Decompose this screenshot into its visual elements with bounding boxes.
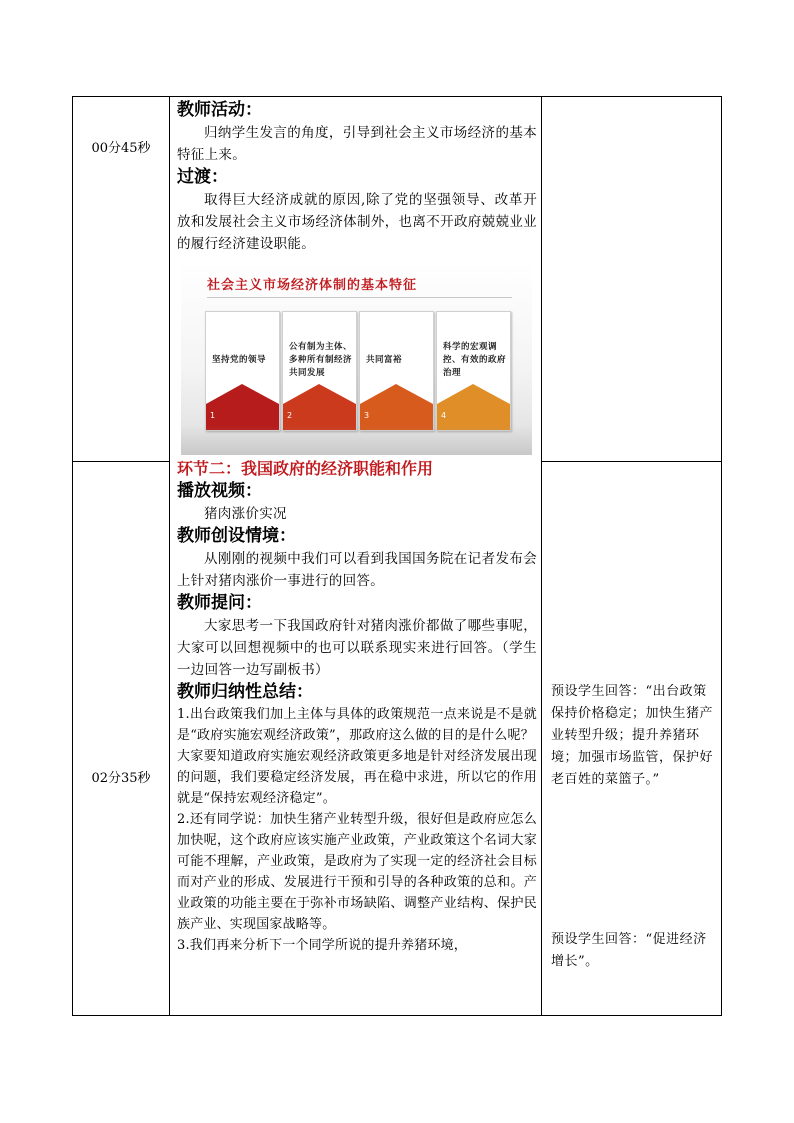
expected-answer-2: 预设学生回答：“促进经济增长”。 bbox=[551, 932, 707, 969]
summary-point-2: 2.还有同学说：加快生猪产业转型升级，很好但是政府应怎么加快呢，这个政府应该实施产业政策，产业政策这个名词大家可能不理解，产业政策，是政府为了实现一定的经济社会目标而对产业的形成、发展进行干预和引导的各种政策的总和。产业政策的功能主要在于弥补市场缺陷、调整产业结构、保护民族产业、实现国家战略等。 bbox=[177, 812, 537, 932]
card-banner-shape bbox=[360, 384, 433, 430]
figure-background-mountains bbox=[181, 425, 532, 455]
teacher-activity-heading: 教师活动： bbox=[177, 100, 262, 120]
feature-card-text: 坚持党的领导 bbox=[212, 354, 267, 365]
feature-card-text: 共同富裕 bbox=[366, 354, 403, 365]
feature-card-text: 公有制为主体、多种所有制经济共同发展 bbox=[289, 341, 353, 378]
row-divider-notes bbox=[541, 461, 721, 462]
video-text: 猪肉涨价实况 bbox=[204, 506, 287, 522]
feature-card-3 bbox=[359, 311, 434, 431]
feature-card-number: 4 bbox=[441, 411, 447, 420]
feature-card-4 bbox=[436, 311, 511, 431]
summary-point-1-detail: 大家要知道政府实施宏观经济政策更多地是针对经济发展出现的问题，我们要稳定经济发展，再在稳中求进，所以它的作用就是“保持宏观经济稳定”。 bbox=[177, 749, 537, 806]
card-banner-shape bbox=[283, 384, 356, 430]
card-banner-shape bbox=[437, 384, 510, 430]
scenario-heading: 教师创设情境： bbox=[177, 526, 296, 546]
column-divider-notes bbox=[541, 97, 542, 1015]
time-cell-row2: 02分35秒 bbox=[91, 771, 151, 786]
transition-text: 取得巨大经济成就的原因,除了党的坚强领导、改革开放和发展社会主义市场经济体制外，也离不开政府兢兢业业的履行经济建设职能。 bbox=[177, 192, 537, 252]
feature-card-1 bbox=[205, 311, 280, 431]
features-figure bbox=[181, 263, 532, 455]
card-banner-shape bbox=[206, 384, 279, 430]
summary-heading: 教师归纳性总结： bbox=[177, 682, 313, 702]
summary-point-3: 3.我们再来分析下一个同学所说的提升养猪环境， bbox=[177, 938, 468, 953]
content-cell bbox=[177, 99, 537, 956]
feature-card-text: 科学的宏观调控、有效的政府治理 bbox=[443, 341, 507, 378]
question-heading: 教师提问： bbox=[177, 593, 262, 613]
feature-card-number: 1 bbox=[210, 411, 216, 420]
feature-card-number: 3 bbox=[364, 411, 370, 420]
video-heading: 播放视频： bbox=[177, 481, 262, 501]
figure-title-rule bbox=[207, 297, 512, 298]
time-cell-row1: 00分45秒 bbox=[91, 141, 151, 156]
scenario-text: 从刚刚的视频中我们可以看到我国国务院在记者发布会上针对猪肉涨价一事进行的回答。 bbox=[177, 551, 537, 589]
expected-answer-1: 预设学生回答：“出台政策保持价格稳定；加快生猪产业转型升级；提升养猪环境；加强市场监管，保护好老百姓的菜篮子。” bbox=[551, 684, 714, 787]
teacher-activity-text: 归纳学生发言的角度，引导到社会主义市场经济的基本特征上来。 bbox=[177, 125, 537, 163]
feature-card-2 bbox=[282, 311, 357, 431]
question-text: 大家思考一下我国政府针对猪肉涨价都做了哪些事呢，大家可以回想视频中的也可以联系现实来进行回答。（学生一边回答一边写副板书） bbox=[177, 618, 537, 678]
lesson-plan-table bbox=[72, 96, 722, 1016]
summary-point-1: 1.出台政策我们加上主体与具体的政策规范一点来说是不是就是“政府实施宏观经济政策”，那政府这么做的目的是什么呢？ bbox=[177, 707, 537, 743]
section-heading: 环节二：我国政府的经济职能和作用 bbox=[177, 459, 434, 478]
transition-heading: 过渡： bbox=[177, 167, 228, 187]
feature-card-number: 2 bbox=[287, 411, 293, 420]
row-divider-time bbox=[73, 461, 169, 462]
column-divider-time bbox=[169, 97, 170, 1015]
figure-title: 社会主义市场经济体制的基本特征 bbox=[207, 278, 418, 293]
